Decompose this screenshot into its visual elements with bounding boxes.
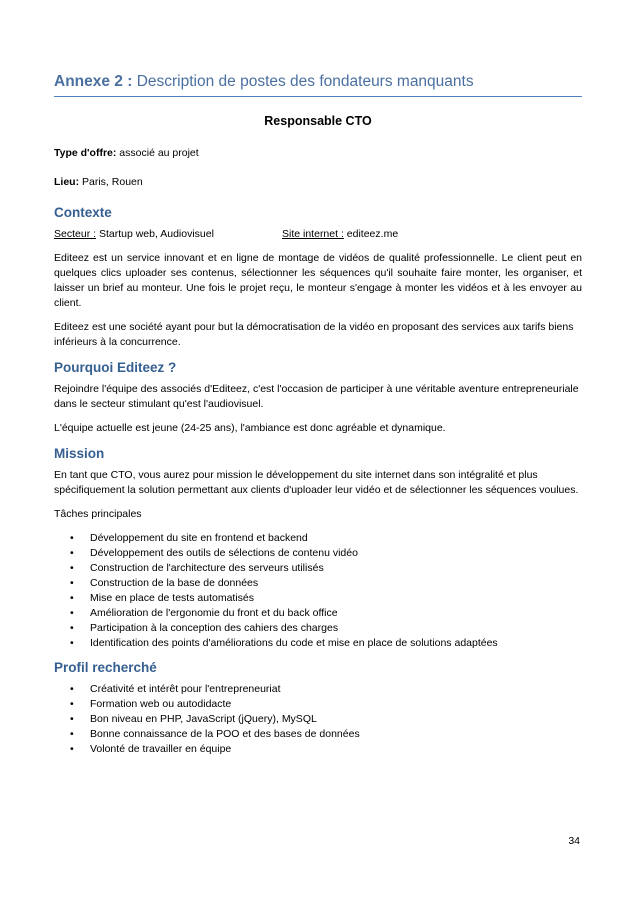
annex-divider — [54, 96, 582, 97]
bullet-icon: • — [70, 698, 74, 710]
location-label: Lieu: — [54, 176, 80, 188]
sector-value: Startup web, Audiovisuel — [96, 228, 214, 240]
task-text: Identification des points d'améliorations du code et mise en place de solutions adaptées — [90, 637, 498, 649]
website-value: editeez.me — [343, 228, 399, 240]
why-paragraph-2: L'équipe actuelle est jeune (24-25 ans), l'ambiance est donc agréable et dynamique. — [54, 422, 446, 434]
bullet-icon: • — [70, 683, 74, 695]
annex-title — [54, 73, 584, 91]
task-text: Construction de l'architecture des serveurs utilisés — [90, 562, 324, 574]
task-text: Participation à la conception des cahiers des charges — [90, 622, 339, 634]
bullet-icon: • — [70, 577, 74, 589]
profile-text: Formation web ou autodidacte — [90, 698, 232, 710]
profile-heading: Profil recherché — [54, 660, 157, 675]
list-item — [54, 636, 582, 651]
bullet-icon: • — [70, 547, 74, 559]
sector-label: Secteur : — [54, 228, 97, 240]
bullet-icon: • — [70, 562, 74, 574]
sector-line — [54, 227, 582, 242]
mission-paragraph: En tant que CTO, vous aurez pour mission le développement du site internet dans son intégralité et plus spécifiquement la solution permettant aux clients d'uploader leur vidéo et de sélectionner les séquences voulues. — [54, 469, 579, 496]
tasks-list — [54, 531, 582, 651]
offer-type-value: associé au projet — [116, 147, 199, 159]
tasks-label: Tâches principales — [54, 508, 142, 520]
bullet-icon: • — [70, 622, 74, 634]
offer-type-line — [54, 146, 582, 161]
task-text: Développement du site en frontend et backend — [90, 532, 308, 544]
bullet-icon: • — [70, 743, 74, 755]
list-item — [54, 561, 582, 576]
location-value: Paris, Rouen — [79, 176, 143, 188]
bullet-icon: • — [70, 592, 74, 604]
list-item — [54, 576, 582, 591]
annex-title-text: Description de postes des fondateurs manquants — [132, 73, 474, 90]
bullet-icon: • — [70, 607, 74, 619]
context-paragraph-2: Editeez est une société ayant pour but la démocratisation de la vidéo en proposant des services aux tarifs biens inférieurs à la concurrence. — [54, 321, 574, 348]
sector-info — [54, 227, 282, 242]
profile-text: Bon niveau en PHP, JavaScript (jQuery), MySQL — [90, 713, 317, 725]
offer-type-label: Type d'offre: — [54, 147, 117, 159]
website-info — [282, 227, 398, 242]
task-text: Développement des outils de sélections de contenu vidéo — [90, 547, 358, 559]
list-item — [54, 591, 582, 606]
profile-text: Créativité et intérêt pour l'entrepreneuriat — [90, 683, 281, 695]
bullet-icon: • — [70, 713, 74, 725]
list-item — [54, 606, 582, 621]
annex-prefix: Annexe 2 : — [54, 73, 133, 90]
list-item — [54, 712, 582, 727]
bullet-icon: • — [70, 532, 74, 544]
list-item — [54, 682, 582, 697]
list-item — [54, 742, 582, 757]
profile-list — [54, 682, 582, 757]
list-item — [54, 697, 582, 712]
mission-heading: Mission — [54, 446, 105, 461]
list-item — [54, 531, 582, 546]
bullet-icon: • — [70, 637, 74, 649]
job-description — [54, 114, 582, 765]
job-title: Responsable CTO — [264, 114, 372, 128]
profile-text: Bonne connaissance de la POO et des bases de données — [90, 728, 360, 740]
context-paragraph-1: Editeez est un service innovant et en ligne de montage de vidéos de qualité professionnelle. Le client peut en quelques clics uploader ses contenus, sélectionner les séquences qu'il souhaite faire monter, les organiser, et laisser un brief au monteur. Une fois le projet reçu, le monteur s'engage à monter les vidéos et à les envoyer au client. — [54, 252, 582, 309]
profile-text: Volonté de travailler en équipe — [90, 743, 232, 755]
why-paragraph-1: Rejoindre l'équipe des associés d'Editeez, c'est l'occasion de participer à une véritable aventure entrepreneuriale dans le secteur stimulant qu'est l'audiovisuel. — [54, 383, 579, 410]
list-item — [54, 727, 582, 742]
task-text: Construction de la base de données — [90, 577, 259, 589]
task-text: Amélioration de l'ergonomie du front et du back office — [90, 607, 338, 619]
task-text: Mise en place de tests automatisés — [90, 592, 255, 604]
bullet-icon: • — [70, 728, 74, 740]
list-item — [54, 546, 582, 561]
why-heading: Pourquoi Editeez ? — [54, 360, 177, 375]
location-line — [54, 175, 582, 190]
website-label: Site internet : — [282, 228, 344, 240]
page-number: 34 — [568, 835, 580, 847]
context-heading: Contexte — [54, 205, 112, 220]
list-item — [54, 621, 582, 636]
